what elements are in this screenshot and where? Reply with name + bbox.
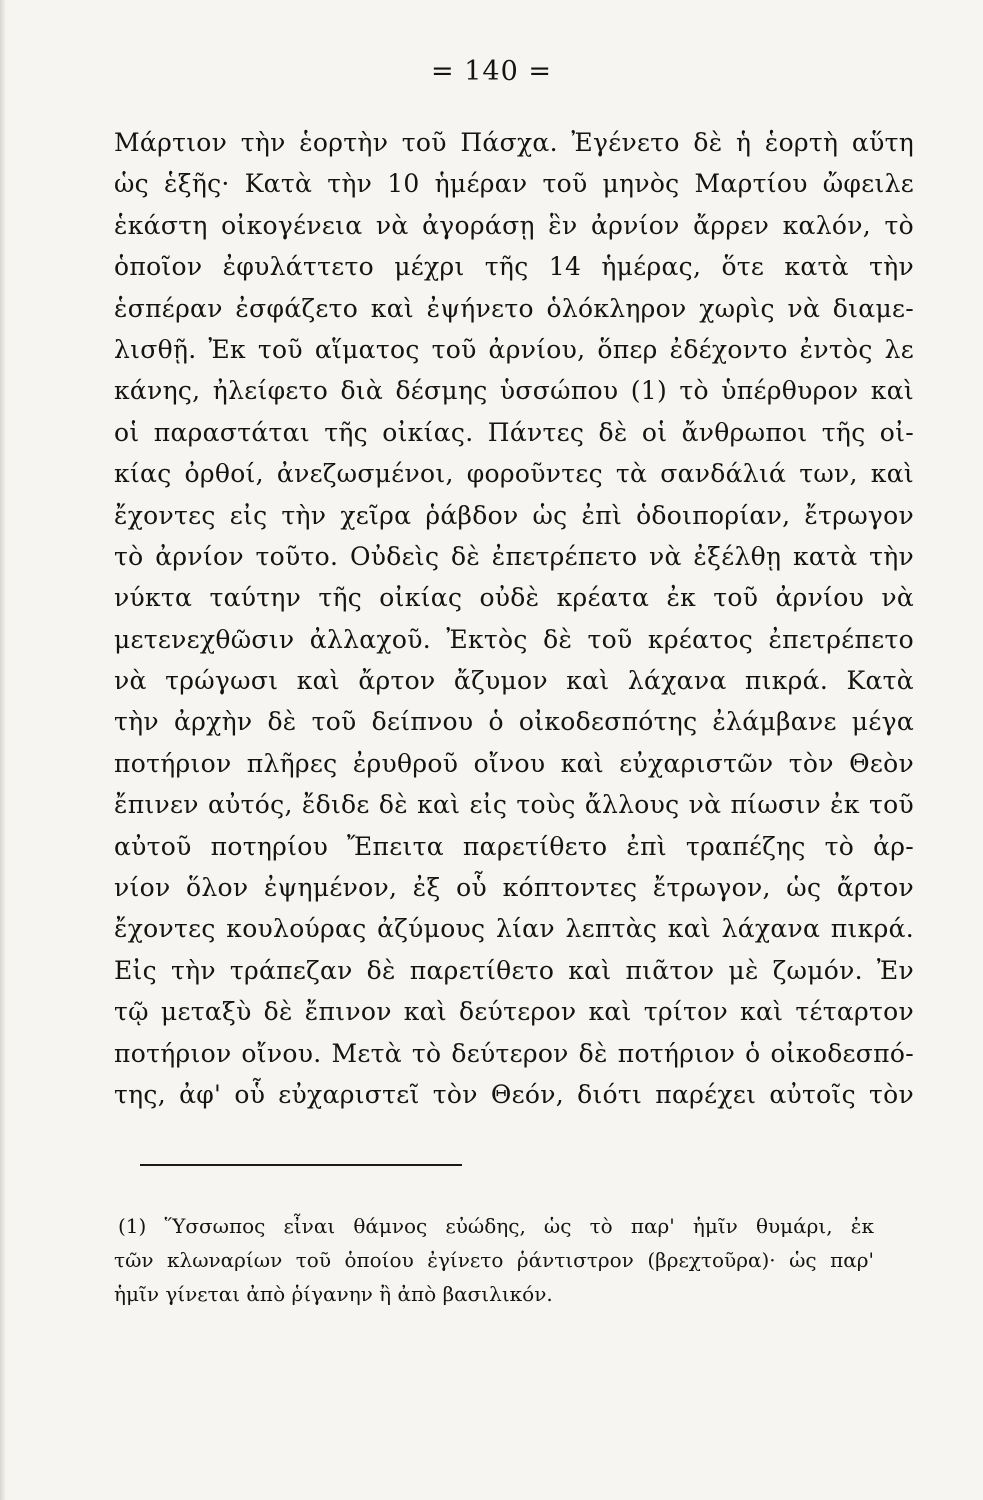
text-line: Μάρτιον τὴν ἑορτὴν τοῦ Πάσχα. Ἐγένετο δὲ ἡ ἑορτὴ αὕτη	[114, 128, 914, 157]
text-line: οἱ παραστάται τῆς οἰκίας. Πάντες δὲ οἱ ἄνθρωποι τῆς οἰ-	[114, 417, 914, 447]
footnote-line: (1) Ὕσσωπος εἶναι θάμνος εὐώδης, ὡς τὸ παρ' ἡμῖν θυμάρι, ἐκ	[118, 1214, 874, 1238]
text-line: της, ἀφ' οὗ εὐχαριστεῖ τὸν Θεόν, διότι παρέχει αὐτοῖς τὸν	[114, 1079, 914, 1109]
page-edge-shadow	[0, 0, 6, 1500]
text-line: νὰ τρώγωσι καὶ ἄρτον ἄζυμον καὶ λάχανα πικρά. Κατὰ	[114, 666, 914, 696]
text-line: κάνης, ἠλείφετο διὰ δέσμης ὑσσώπου (1) τὸ ὑπέρθυρον καὶ	[114, 376, 914, 406]
text-line: τὸ ἀρνίον τοῦτο. Οὐδεὶς δὲ ἐπετρέπετο νὰ ἐξέλθῃ κατὰ τὴν	[114, 541, 914, 571]
text-line: μετενεχθῶσιν ἀλλαχοῦ. Ἐκτὸς δὲ τοῦ κρέατος ἐπετρέπετο	[114, 624, 914, 654]
footnote-line: τῶν κλωναρίων τοῦ ὁποίου ἐγίνετο ῥάντιστρον (βρεχτοῦρα)· ὡς παρ'	[114, 1248, 874, 1272]
text-line: ἔχοντες εἰς τὴν χεῖρα ῥάβδον ὡς ἐπὶ ὁδοιπορίαν, ἔτρωγον	[114, 500, 914, 530]
footnote-divider	[140, 1164, 462, 1166]
footnote	[114, 1209, 874, 1311]
text-line: ποτήριον πλῆρες ἐρυθροῦ οἴνου καὶ εὐχαριστῶν τὸν Θεὸν	[114, 748, 914, 778]
text-line: ποτήριον οἴνου. Μετὰ τὸ δεύτερον δὲ ποτήριον ὁ οἰκοδεσπό-	[114, 1038, 914, 1068]
text-line: κίας ὀρθοί, ἀνεζωσμένοι, φοροῦντες τὰ σανδάλιά των, καὶ	[114, 459, 914, 489]
text-line: Εἰς τὴν τράπεζαν δὲ παρετίθετο καὶ πιᾶτον μὲ ζωμόν. Ἐν	[114, 955, 914, 985]
text-line: ἑκάστη οἰκογένεια νὰ ἀγοράσῃ ἓν ἀρνίον ἄρρεν καλόν, τὸ	[114, 210, 914, 240]
text-line: λισθῇ. Ἐκ τοῦ αἵματος τοῦ ἀρνίου, ὅπερ ἐδέχοντο ἐντὸς λε	[114, 334, 914, 364]
text-line: τὴν ἀρχὴν δὲ τοῦ δείπνου ὁ οἰκοδεσπότης ἐλάμβανε μέγα	[114, 707, 914, 737]
text-line: ὁποῖον ἐφυλάττετο μέχρι τῆς 14 ἡμέρας, ὅτε κατὰ τὴν	[114, 252, 914, 282]
text-line: ὡς ἑξῆς· Κατὰ τὴν 10 ἡμέραν τοῦ μηνὸς Μαρτίου ὤφειλε	[114, 169, 914, 199]
text-line: ἔχοντες κουλούρας ἀζύμους λίαν λεπτὰς καὶ λάχανα πικρά.	[114, 914, 914, 944]
text-line: νίον ὅλον ἐψημένον, ἐξ οὗ κόπτοντες ἔτρωγον, ὡς ἄρτον	[114, 873, 914, 903]
text-line: ἑσπέραν ἐσφάζετο καὶ ἐψήνετο ὁλόκληρον χωρὶς νὰ διαμε-	[114, 293, 914, 323]
text-line: αὐτοῦ ποτηρίου Ἔπειτα παρετίθετο ἐπὶ τραπέζης τὸ ἀρ-	[114, 831, 914, 861]
text-line: ἔπινεν αὐτός, ἔδιδε δὲ καὶ εἰς τοὺς ἄλλους νὰ πίωσιν ἐκ τοῦ	[114, 790, 914, 820]
body-text	[114, 122, 914, 1115]
text-line: τῷ μεταξὺ δὲ ἔπινον καὶ δεύτερον καὶ τρίτον καὶ τέταρτον	[114, 997, 914, 1027]
footnote-line: ἡμῖν γίνεται ἀπὸ ῥίγανην ἢ ἀπὸ βασιλικόν.	[114, 1282, 553, 1306]
text-line: νύκτα ταύτην τῆς οἰκίας οὐδὲ κρέατα ἐκ τοῦ ἀρνίου νὰ	[114, 583, 914, 613]
page-number: = 140 =	[431, 56, 552, 87]
